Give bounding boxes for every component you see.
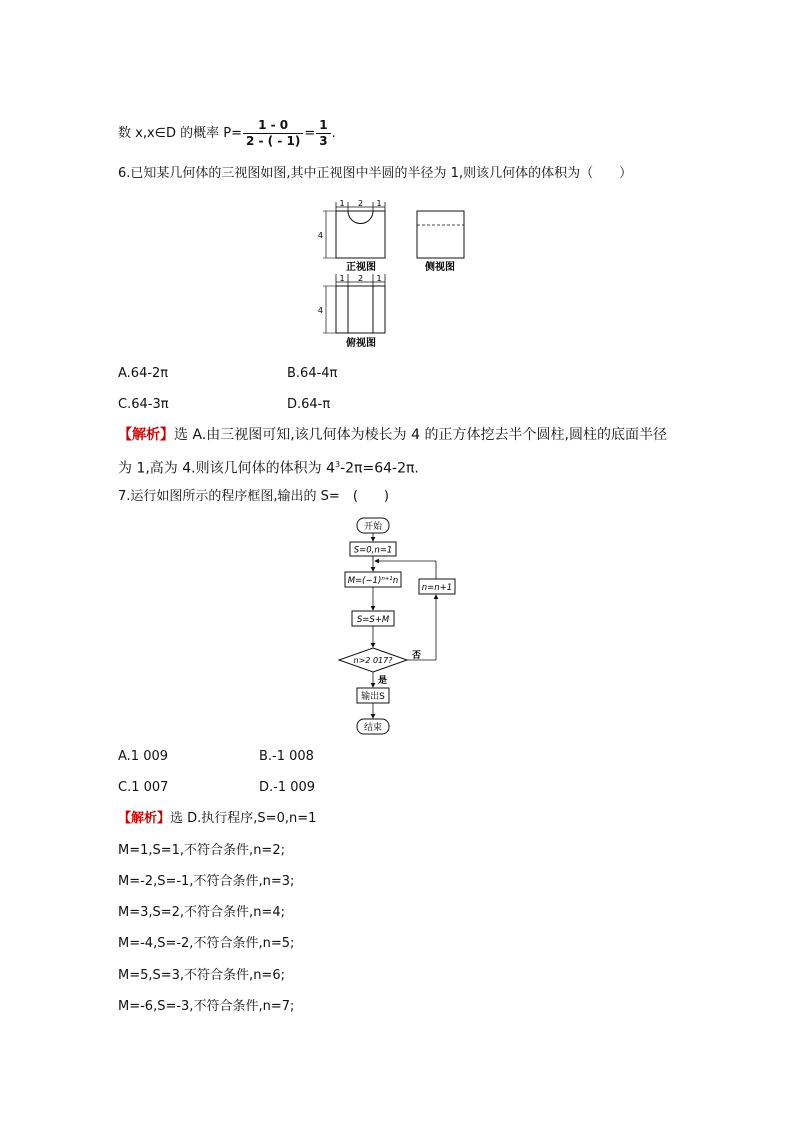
dim-1c-label: 1 (339, 274, 345, 283)
flow-m-assign-label (348, 576, 399, 586)
q6-analysis-tag: 【解析】 (118, 427, 174, 443)
question-6-text: 6.已知某几何体的三视图如图,其中正视图中半圆的半径为 1,则该几何体的体积为（ ） (118, 166, 633, 181)
q7-step-2: M=-2,S=-1,不符合条件,n=3; (118, 874, 295, 889)
side-view (417, 211, 464, 273)
front-view-label: 正视图 (346, 262, 376, 273)
q6-analysis-text-2b: -2π=64-2π. (340, 460, 419, 477)
q6-analysis-text-1: 选 A.由三视图可知,该几何体为棱长为 4 的正方体挖去半个圆柱,圆柱的底面半径 (174, 427, 667, 443)
q7-step-5: M=5,S=3,不符合条件,n=6; (118, 968, 285, 983)
top-view (318, 274, 385, 349)
dim-2b-label: 2 (357, 274, 364, 283)
dim-4b-label: 4 (317, 306, 323, 315)
probability-suffix: . (331, 126, 336, 141)
flow-m-assign-tail: n (392, 576, 399, 586)
q6-analysis-line-1 (118, 426, 667, 444)
flow-init-label: S=0,n=1 (353, 545, 393, 556)
q7-option-c: C.1 007 (118, 780, 169, 795)
q6-analysis-text-2a: 为 1,高为 4.则该几何体的体积为 4 (118, 460, 335, 477)
fraction-1-denominator: 2 - ( - 1) (245, 134, 301, 148)
program-flowchart (330, 514, 470, 740)
q6-option-b: B.64-4π (287, 366, 338, 381)
probability-line (118, 118, 336, 149)
q7-option-a: A.1 009 (118, 749, 169, 764)
q6-analysis-line-2 (118, 456, 419, 478)
q7-analysis-head-text: 选 D.执行程序,S=0,n=1 (170, 811, 317, 826)
q7-step-1: M=1,S=1,不符合条件,n=2; (118, 843, 285, 858)
q7-step-6: M=-6,S=-3,不符合条件,n=7; (118, 999, 295, 1014)
three-view-figure (317, 198, 480, 350)
fraction-2-denominator: 3 (319, 134, 328, 148)
fraction-1 (243, 118, 303, 149)
fraction-1-numerator: 1 - 0 (243, 118, 303, 134)
q7-step-4: M=-4,S=-2,不符合条件,n=5; (118, 936, 295, 951)
q6-option-a: A.64-2π (118, 366, 169, 381)
flow-m-assign-base: M=(−1) (347, 576, 382, 586)
dim-1a-label: 1 (339, 199, 345, 208)
q7-analysis-head (118, 810, 316, 828)
q7-option-b: B.-1 008 (259, 749, 314, 764)
q6-option-c: C.64-3π (118, 397, 169, 412)
dim-2-label: 2 (357, 199, 364, 208)
question-7-text: 7.运行如图所示的程序框图,输出的 S= ( ) (118, 489, 389, 504)
dim-4-label: 4 (317, 231, 323, 240)
flow-start-label: 开始 (363, 522, 383, 532)
dim-1b-label: 1 (376, 199, 382, 208)
flow-output-label: 输出S (361, 692, 385, 702)
flow-increment-label: n=n+1 (421, 583, 453, 593)
flow-decision-label: n>2 017? (353, 656, 393, 665)
probability-prefix: 数 x,x∈D 的概率 P= (118, 126, 242, 141)
fraction-2 (316, 118, 330, 149)
fraction-2-numerator: 1 (316, 118, 330, 134)
front-view (318, 199, 385, 273)
q7-analysis-tag: 【解析】 (118, 811, 171, 826)
flow-s-assign-label: S=S+M (356, 615, 390, 625)
equals-sign: = (304, 126, 316, 141)
flow-yes-label: 是 (378, 676, 388, 686)
flow-no-label: 否 (412, 651, 422, 661)
q7-step-3: M=3,S=2,不符合条件,n=4; (118, 905, 285, 920)
side-view-label: 侧视图 (425, 262, 455, 273)
q7-option-d: D.-1 009 (259, 780, 316, 795)
flow-m-assign-exp: n+1 (381, 576, 393, 582)
flow-end-label: 结束 (363, 723, 383, 733)
q6-analysis-exponent: 3 (334, 460, 341, 469)
q6-option-d: D.64-π (287, 397, 331, 412)
top-view-label: 俯视图 (346, 338, 376, 349)
dim-1d-label: 1 (376, 274, 382, 283)
